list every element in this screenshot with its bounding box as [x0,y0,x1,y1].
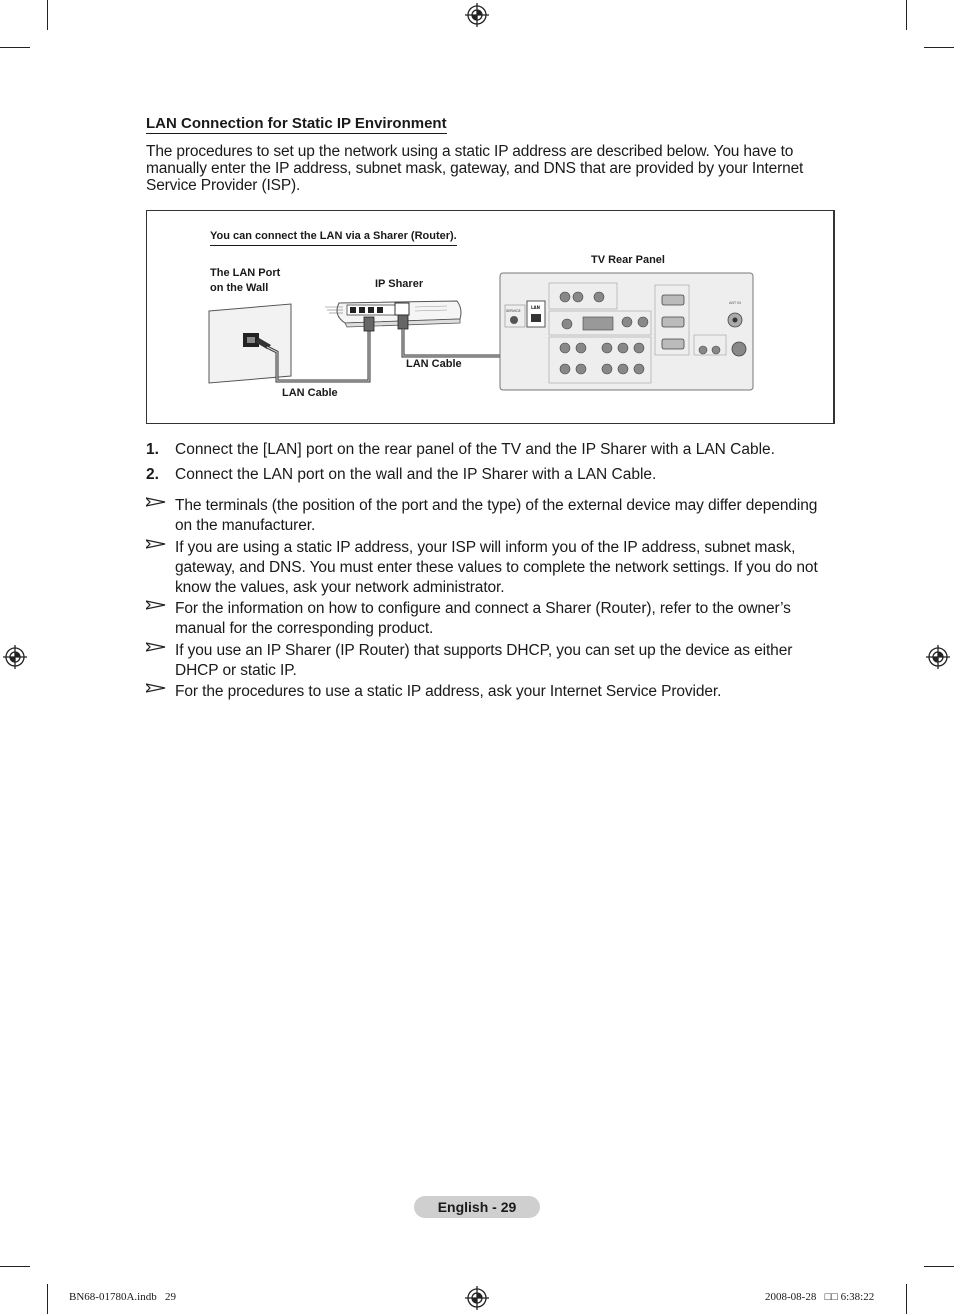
crop-mark [924,1266,954,1267]
note-arrow-icon [146,497,166,507]
note-text: For the procedures to use a static IP address, ask your Internet Service Provider. [175,683,722,700]
panel-service-label: SERVICE [506,309,521,313]
notes-list [146,496,838,704]
panel-lan-label: LAN [531,305,540,310]
diagram-illustration [147,211,834,423]
crop-mark [0,47,30,48]
note-arrow-icon [146,539,166,549]
step-number: 1. [146,441,159,458]
tv-rear-panel-label: TV Rear Panel [591,254,665,266]
registration-mark-icon [465,1286,489,1310]
ip-sharer-illustration [325,301,461,331]
tv-rear-panel-illustration [500,273,753,390]
footer-datetime: 2008-08-28 □□ 6:38:22 [765,1291,875,1303]
note-arrow-icon [146,642,166,652]
step-text: Connect the LAN port on the wall and the IP Sharer with a LAN Cable. [175,466,657,483]
panel-ant-label: ANT IN [729,301,741,305]
intro-paragraph: The procedures to set up the network using a static IP address are described below. You have to manually enter the IP address, subnet mask, gateway, and DNS that are provided by your Internet Service Provider (ISP). [146,143,804,194]
wall-illustration [209,304,291,383]
step-item [146,466,846,491]
note-arrow-icon [146,683,166,693]
footer-file-name: BN68-01780A.indb 29 [69,1291,176,1303]
note-item [146,641,838,681]
note-text: If you are using a static IP address, your ISP will inform you of the IP address, subnet mask, gateway, and DNS. You must enter these values to complete the network settings. If you do not know the values, ask your network administrator. [175,538,818,596]
ip-sharer-label: IP Sharer [375,278,424,290]
wall-port-label-line1: The LAN Port [210,267,281,279]
note-arrow-icon [146,600,166,610]
crop-mark [47,0,48,30]
registration-mark-icon [926,645,950,669]
crop-mark [0,1266,30,1267]
note-item [146,538,838,598]
wall-port-label-line2: on the Wall [210,282,269,294]
step-number: 2. [146,466,159,483]
lan-cable-label: LAN Cable [282,387,338,399]
note-item [146,599,838,639]
note-text: If you use an IP Sharer (IP Router) that supports DHCP, you can set up the device as either DHCP or static IP. [175,641,793,679]
note-text: The terminals (the position of the port and the type) of the external device may differ depending on the manufacturer. [175,497,818,534]
note-text: For the information on how to configure and connect a Sharer (Router), refer to the owner’s manual for the corresponding product. [175,600,791,637]
crop-mark [47,1284,48,1314]
note-item [146,682,838,702]
crop-mark [906,0,907,30]
connection-diagram [146,210,835,424]
lan-cable-label: LAN Cable [406,358,462,370]
crop-mark [906,1284,907,1314]
page-number-badge: English - 29 [414,1196,540,1218]
steps-list [146,441,846,491]
registration-mark-icon [465,3,489,27]
section-heading: LAN Connection for Static IP Environment [146,115,447,132]
step-text: Connect the [LAN] port on the rear panel of the TV and the IP Sharer with a LAN Cable. [175,441,775,458]
diagram-caption: You can connect the LAN via a Sharer (Router). [210,229,457,246]
crop-mark [924,47,954,48]
step-item [146,441,846,466]
registration-mark-icon [3,645,27,669]
note-item [146,496,838,536]
